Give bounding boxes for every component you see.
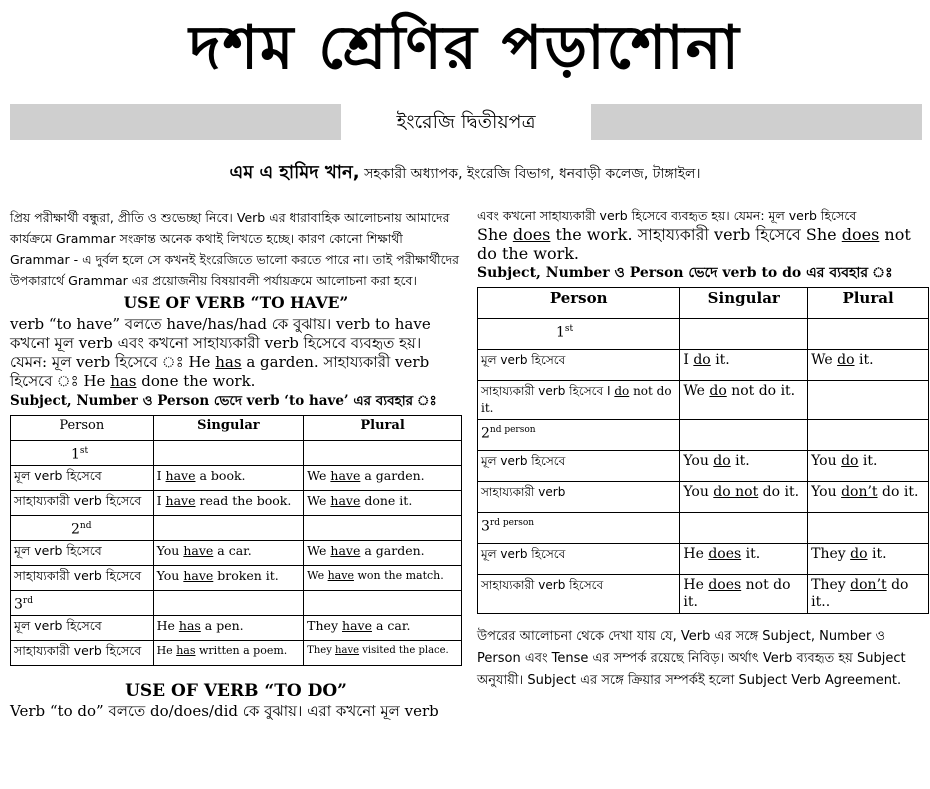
table-row: সাহায্যকারী verb You do not do it. You don’t do it. — [478, 482, 929, 513]
do-heading: USE OF VERB “TO DO” — [125, 681, 347, 701]
header-singular: Singular — [153, 416, 304, 441]
table-row: সাহায্যকারী verb হিসেবে You have broken it. We have won the match. — [11, 566, 462, 591]
table-row: সাহায্যকারী verb হিসেবে He does not do it. They don’t do it.. — [478, 575, 929, 614]
left-column — [10, 207, 462, 721]
header-person: Person — [11, 416, 154, 441]
table-row: সাহায্যকারী verb হিসেবে He has written a poem. They have visited the place. — [11, 641, 462, 666]
author-name: এম এ হামিদ খান, — [229, 162, 360, 183]
table-row: সাহায্যকারী verb হিসেবে I have read the book. We have done it. — [11, 491, 462, 516]
masthead-title: দশম শ্রেণির পড়াশোনা — [189, 13, 741, 83]
do-continued: এবং কখনো সাহায্যকারী verb হিসেবে ব্যবহৃত হয়। যেমন: মূল verb হিসেবে — [477, 208, 857, 223]
table-row: মূল verb হিসেবে I do it. We do it. — [478, 350, 929, 381]
conclusion-paragraph: উপরের আলোচনা থেকে দেখা যায় যে, Verb এর সঙ্গে Subject, Number ও Person এবং Tense এর সম্পর্ক রয়েছে নিবিড়। অর্থাৎ Verb ব্যবহৃত হয় Subject অনুযায়ী। Subject এর সঙ্গে ক্রিয়ার সম্পর্কই হলো Subject Verb Agreement. — [477, 629, 906, 688]
have-example-c: done the work. — [141, 372, 256, 390]
have-example-b: a garden. সাহায্যকারী verb হিসেবে ঃ He — [10, 353, 430, 390]
table-row: মূল verb হিসেবে He has a pen. They have a car. — [11, 616, 462, 641]
table-row: $2^{nd person}$ — [478, 420, 929, 451]
author-line — [0, 158, 930, 189]
header-plural: Plural — [304, 416, 462, 441]
table-header-row: Person Singular Plural — [478, 288, 929, 319]
have-subheading: Subject, Number ও Person ভেদে verb ‘to have’ এর ব্যবহার ঃ — [10, 393, 437, 409]
subject-label: ইংরেজি দ্বিতীয়পত্র — [341, 104, 591, 140]
table-row: 1st — [11, 441, 462, 466]
table-row: মূল verb হিসেবে You have a car. We have a garden. — [11, 541, 462, 566]
do-paragraph: Verb “to do” বলতে do/does/did কে বুঝায়। এরা কখনো মূল verb — [10, 702, 439, 720]
table-row: সাহায্যকারী verb হিসেবে I do not do it. We do not do it. — [478, 381, 929, 420]
have-example-a-verb: has — [215, 353, 242, 371]
table-row: 2nd — [11, 516, 462, 541]
table-row: 1st — [478, 319, 929, 350]
intro-paragraph: প্রিয় পরীক্ষার্থী বন্ধুরা, প্রীতি ও শুভেচ্ছা নিবে। Verb এর ধারাবাহিক আলোচনায় আমাদের কার্যক্রমে Grammar সংক্রান্ত অনেক কথাই লিখতে হচ্ছে। কারণ কোনো শিক্ষার্থী Grammar - এ দুর্বল হলে সে কখনই ইংরেজিতে ভালো করতে পারে না। তাই পরীক্ষার্থীদের উপকারার্থে Grammar এর প্রয়োজনীয় বিষয়াবলী পর্যায়ক্রমে আলোচনা করা হবে। — [10, 210, 460, 288]
do-example: She does the work. সাহায্যকারী verb হিসেবে She does not do the work. — [477, 225, 911, 263]
right-column — [477, 207, 929, 692]
table-row: 3rd — [11, 591, 462, 616]
have-text: verb “to have” বলতে have/has/had কে বুঝায়। verb to have কখনো মূল verb এবং কখনো সাহায্যকারী verb হিসেবে ব্যবহৃত হয়। যেমন: — [10, 315, 431, 371]
table-row: $3^{rd person}$ — [478, 513, 929, 544]
have-paragraph — [10, 315, 462, 391]
have-heading: USE OF VERB “TO HAVE” — [123, 293, 349, 312]
do-table — [477, 287, 929, 614]
author-designation: সহকারী অধ্যাপক, ইংরেজি বিভাগ, ধনবাড়ী কলেজ, টাঙ্গাইল। — [364, 166, 701, 182]
masthead — [0, 0, 930, 100]
have-example-c-verb: has — [110, 372, 137, 390]
table-row: মূল verb হিসেবে He does it. They do it. — [478, 544, 929, 575]
table-header-row — [11, 416, 462, 441]
table-row: মূল verb হিসেবে I have a book. We have a garden. — [11, 466, 462, 491]
have-example-a: মূল verb হিসেবে ঃ He — [51, 353, 211, 371]
table-row: মূল verb হিসেবে You do it. You do it. — [478, 451, 929, 482]
do-subheading: Subject, Number ও Person ভেদে verb to do এর ব্যবহার ঃ — [477, 265, 893, 281]
have-table — [10, 415, 462, 666]
